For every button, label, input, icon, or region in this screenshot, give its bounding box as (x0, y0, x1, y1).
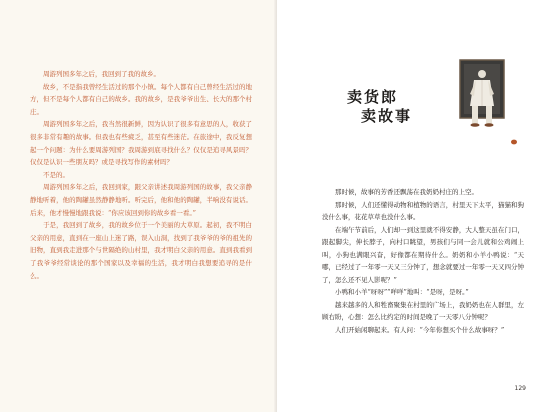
paragraph: 在端午节前后，人们却一到这里就不得安静，大人整天虽在门口，跟起脚尖，伸长脖子，向村口眺望，男孩们与同一会儿就和公鸡闹上叫，小狗也满眼兴奋，好像都在期待什么。奶奶和小羊小鸭说：“天哪，已经过了一年零一天又三分钟了，想念就要过一年零一天又四分钟了，怎么还不见人影呢？” (322, 225, 524, 284)
chapter-title (347, 86, 427, 136)
left-page-text (30, 68, 252, 282)
paragraph: 小鸭和小羊“呀呀”“咩咩”地叫：“是呀，是呀。” (335, 288, 469, 296)
right-page-text (322, 186, 524, 336)
paragraph: 人们开始闲聊起来。有人问：“今年你想买个什么故事呀？” (335, 325, 505, 334)
paragraph: 那时候，故事的芳香还飘荡在我奶奶村庄的上空。 (335, 188, 478, 196)
paragraph: 不是的。 (43, 170, 69, 179)
paragraph: 那时候，人们还懂得动物和植物的语言，村里天下太平，猫猫和狗没什么事，花花草草也没什么事。 (322, 200, 524, 221)
page-number: 129 (514, 385, 526, 392)
paragraph: 周游列国多年之后，我当然很新鲜，因为认识了很多有意思的人，收获了很多非常有趣的故事。但我也有些疲乏，甚至有些迷茫。在旅途中，我反复想起一个问题：为什么要周游列国？我周游到底寻找什么？仅仅是追寻风景吗？仅仅是认识一些朋友吗？或是寻找写作的素材吗？ (30, 120, 252, 167)
paragraph: 于是，我回到了故乡，我的故乡位于一个美丽的大草原。起初，我不明白父亲的用意，直到在一座山上迷了路，误入山洞，找到了我爷爷的爷的祖先的旧物，直到我走进那个与世隔绝的山村里，我才明白父亲的用意。直到我看到了我爷爷经常谈论的那个国家以及幸福的生活，我才明白我想要追寻的是什么。 (30, 221, 252, 280)
paragraph: 周游列国多年之后，我回到家，跟父亲讲述我周游列国的故事，我父亲静静地听着，他的陶罐虽然静静地听。听完后，他和他的陶罐，半响没有说话。后来，他才慢慢地跟我说：“你应该回到你的故乡看一看。” (30, 183, 252, 217)
chapter-title-line1: 卖货郎 (347, 88, 399, 106)
paragraph: 越来越多的人和牲畜聚集在村里的广场上，我奶奶也在人群里，左顾右盼，心想：怎么比约定的时间是晚了一天零八分钟呢？ (322, 300, 524, 321)
framed-painting-illustration (448, 56, 518, 148)
paragraph: 周游列国多年之后，我回到了我的故乡。 (43, 70, 160, 78)
paragraph: 故乡，不是指我曾经生活过的那个小镇。每个人都有自己曾经生活过的地方，但不是每个人都有自己的故乡。我的故乡，是我爷爷出生、长大的那个村庄。 (30, 82, 252, 116)
chapter-title-line2: 卖故事 (361, 107, 413, 125)
